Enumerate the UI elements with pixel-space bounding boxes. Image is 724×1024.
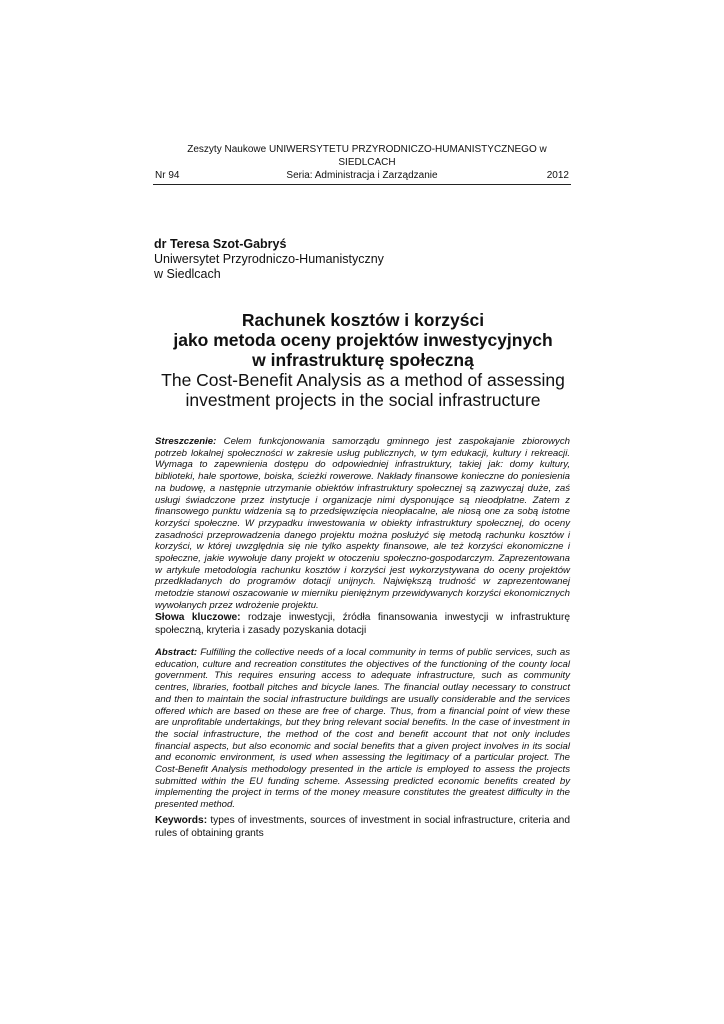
keywords-polish-label: Słowa kluczowe: (155, 612, 241, 623)
issue-number: Nr 94 (155, 170, 180, 181)
author-affiliation: Uniwersytet Przyrodniczo-Humanistyczny (154, 252, 384, 266)
abstract-polish-text: Celem funkcjonowania samorządu gminnego jest zaspokajanie zbiorowych potrzeb lokalnej społeczności w zakresie usług publicznych, w tym edukacji, kultury i rekreacji. Wymaga to zapewnienia dostępu do odpowiedniej infrastruktury, takiej jak: domy kultury, biblioteki, hale sportowe, boiska, ścieżki rowerowe. Nakłady finansowe konieczne do poniesienia na budowę, a następnie utrzymanie obiektów infrastruktury społecznej są zazwyczaj duże, zaś usługi świadczone przez instytucje i organizacje nimi dysponujące są nieodpłatne. Zatem z finansowego punktu widzenia są to przedsięwzięcia nieopłacalne, ale niosą one za sobą istotne korzyści społeczne. W przypadku inwestowania w obiekty infrastruktury społecznej, do oceny zasadności przeprowadzenia danego projektu można posłużyć się metodą rachunku kosztów i korzyści, w której uwzględnia się nie tylko aspekty finansowe, ale też korzyści ekonomiczne i społeczne, jakie wywołuje dany projekt w otoczeniu społeczno-gospodarczym. Zaprezentowana w artykule metodologia rachunku kosztów i korzyści jest wykorzystywana do oceny projektów przedkładanych do programów dotacji unijnych. Największą trudność w zaprezentowanej metodzie stanowi oszacowanie w mierniku pieniężnym przewidywanych korzyści ekonomicznych wywołanych przez wdrożenie projektu. (155, 436, 570, 611)
title-polish-line-3: w infrastrukturę społeczną (252, 350, 474, 370)
author-name: dr Teresa Szot-Gabryś (154, 237, 287, 251)
keywords-english-label: Keywords: (155, 815, 208, 826)
series-name: Seria: Administracja i Zarządzanie (286, 170, 438, 181)
author-city: w Siedlcach (154, 267, 221, 281)
abstract-english-label: Abstract: (155, 647, 198, 658)
journal-title: Zeszyty Naukowe UNIWERSYTETU PRZYRODNICZO-HUMANISTYCZNEGO w SIEDLCACH (187, 144, 547, 168)
keywords-polish-text: rodzaje inwestycji, źródła finansowania inwestycji w infrastrukturę społeczną, kryteria i zasady pozyskania dotacji (155, 612, 571, 636)
abstract-polish-label: Streszczenie: (155, 436, 217, 447)
keywords-english-text: types of investments, sources of investment in social infrastructure, criteria and rules of obtaining grants (155, 815, 570, 839)
article-titles (154, 310, 572, 410)
title-polish-line-1: Rachunek kosztów i korzyści (241, 310, 485, 330)
abstract-polish (155, 436, 570, 612)
title-english-line-2: investment projects in the social infrastructure (185, 390, 541, 410)
title-polish-line-2: jako metoda oceny projektów inwestycyjnych (173, 330, 553, 350)
abstract-english-text: Fulfilling the collective needs of a local community in terms of public services, such as education, culture and recreation constitutes the objectives of the functioning of the county local government. This requires ensuring access to adequate infrastructure, such as community centres, libraries, football pitches and bicycle lanes. The financial outlay necessary to construct and then to maintain the social infrastructure buildings are usually considerable and the services offered which are based on these are free of charge. Thus, from a financial point of view these are unprofitable undertakings, but they bring relevant social benefits. In the case of investment in the social infrastructure, the method of the cost and benefit account that not only includes financial aspects, but also economic and social benefits that a given project involves in its social and economic environment, is used when assessing the legitimacy of a particular project. The Cost-Benefit Analysis methodology presented in the article is employed to assess the projects submitted within the EU funding scheme. Assessing predicted economic benefits created by implementing the project in terms of the money measure constitutes the greatest difficulty in the presented method. (155, 647, 570, 811)
running-header (153, 143, 571, 185)
author-block (154, 237, 384, 282)
publication-year: 2012 (546, 170, 569, 181)
header-issue-row (153, 169, 571, 185)
abstract-english (155, 647, 570, 811)
title-english-line-1: The Cost-Benefit Analysis as a method of assessing (161, 370, 565, 390)
keywords-english (155, 815, 570, 840)
keywords-polish (155, 612, 570, 637)
